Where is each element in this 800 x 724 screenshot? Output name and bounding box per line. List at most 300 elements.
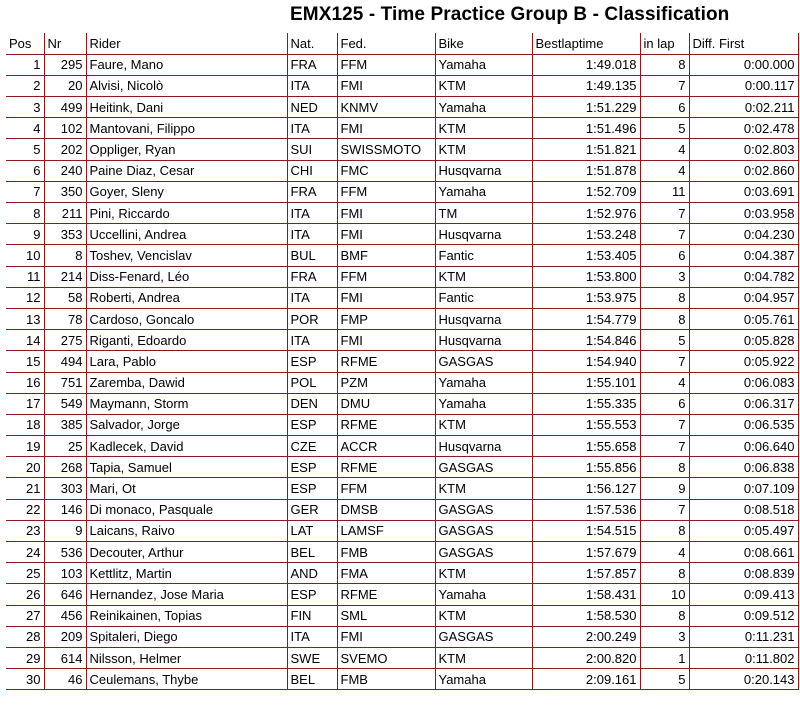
cell-in-lap: 8 xyxy=(640,563,689,584)
cell-bestlaptime: 2:09.161 xyxy=(532,669,640,690)
cell-bestlaptime: 1:51.496 xyxy=(532,118,640,139)
cell-diff-first: 0:04.230 xyxy=(689,224,798,245)
cell-fed: FFM xyxy=(337,181,435,202)
cell-in-lap: 7 xyxy=(640,414,689,435)
cell-bike: Yamaha xyxy=(435,97,532,118)
cell-bike: GASGAS xyxy=(435,457,532,478)
cell-nr: 646 xyxy=(44,584,86,605)
cell-pos: 19 xyxy=(6,436,44,457)
cell-nat: ESP xyxy=(287,457,337,478)
cell-fed: RFME xyxy=(337,457,435,478)
cell-nat: ITA xyxy=(287,224,337,245)
cell-bestlaptime: 1:51.229 xyxy=(532,97,640,118)
cell-nat: BEL xyxy=(287,669,337,690)
cell-nr: 78 xyxy=(44,308,86,329)
table-row xyxy=(6,118,798,139)
table-row xyxy=(6,542,798,563)
cell-in-lap: 1 xyxy=(640,647,689,668)
cell-rider: Mari, Ot xyxy=(86,478,287,499)
cell-nat: SWE xyxy=(287,647,337,668)
table-row xyxy=(6,436,798,457)
cell-pos: 9 xyxy=(6,224,44,245)
cell-rider: Decouter, Arthur xyxy=(86,542,287,563)
cell-rider: Nilsson, Helmer xyxy=(86,647,287,668)
cell-in-lap: 7 xyxy=(640,203,689,224)
column-header-nat: Nat. xyxy=(287,33,337,54)
cell-nat: FIN xyxy=(287,605,337,626)
cell-fed: SML xyxy=(337,605,435,626)
cell-rider: Diss-Fenard, Léo xyxy=(86,266,287,287)
cell-in-lap: 8 xyxy=(640,605,689,626)
column-header-bestlaptime: Bestlaptime xyxy=(532,33,640,54)
cell-fed: FMB xyxy=(337,669,435,690)
table-row xyxy=(6,351,798,372)
cell-bestlaptime: 1:55.658 xyxy=(532,436,640,457)
cell-diff-first: 0:02.478 xyxy=(689,118,798,139)
cell-diff-first: 0:02.860 xyxy=(689,160,798,181)
cell-nr: 536 xyxy=(44,542,86,563)
cell-pos: 15 xyxy=(6,351,44,372)
cell-pos: 24 xyxy=(6,542,44,563)
cell-pos: 3 xyxy=(6,97,44,118)
cell-nat: NED xyxy=(287,97,337,118)
cell-bestlaptime: 1:53.248 xyxy=(532,224,640,245)
cell-in-lap: 5 xyxy=(640,118,689,139)
table-row xyxy=(6,669,798,690)
cell-nat: ESP xyxy=(287,478,337,499)
cell-bestlaptime: 2:00.820 xyxy=(532,647,640,668)
cell-bike: KTM xyxy=(435,478,532,499)
cell-in-lap: 5 xyxy=(640,330,689,351)
cell-diff-first: 0:00.000 xyxy=(689,54,798,75)
cell-bestlaptime: 1:57.536 xyxy=(532,499,640,520)
cell-nat: CHI xyxy=(287,160,337,181)
cell-fed: RFME xyxy=(337,584,435,605)
cell-in-lap: 7 xyxy=(640,75,689,96)
cell-nat: ITA xyxy=(287,118,337,139)
cell-bike: KTM xyxy=(435,266,532,287)
cell-nat: FRA xyxy=(287,181,337,202)
cell-nr: 240 xyxy=(44,160,86,181)
cell-rider: Goyer, Sleny xyxy=(86,181,287,202)
table-row xyxy=(6,520,798,541)
cell-in-lap: 6 xyxy=(640,393,689,414)
cell-diff-first: 0:03.691 xyxy=(689,181,798,202)
cell-bike: Husqvarna xyxy=(435,160,532,181)
cell-rider: Uccellini, Andrea xyxy=(86,224,287,245)
cell-nat: ESP xyxy=(287,351,337,372)
cell-pos: 1 xyxy=(6,54,44,75)
column-header-pos: Pos xyxy=(6,33,44,54)
cell-fed: FMI xyxy=(337,626,435,647)
cell-nr: 549 xyxy=(44,393,86,414)
cell-rider: Roberti, Andrea xyxy=(86,287,287,308)
cell-in-lap: 3 xyxy=(640,626,689,647)
table-header-row xyxy=(6,33,798,54)
cell-bike: TM xyxy=(435,203,532,224)
cell-nat: ITA xyxy=(287,626,337,647)
cell-nr: 350 xyxy=(44,181,86,202)
cell-in-lap: 9 xyxy=(640,478,689,499)
cell-in-lap: 7 xyxy=(640,436,689,457)
table-row xyxy=(6,626,798,647)
cell-nat: ITA xyxy=(287,203,337,224)
cell-bike: GASGAS xyxy=(435,351,532,372)
cell-pos: 6 xyxy=(6,160,44,181)
cell-diff-first: 0:08.661 xyxy=(689,542,798,563)
cell-nat: ITA xyxy=(287,330,337,351)
cell-nr: 353 xyxy=(44,224,86,245)
cell-bike: Husqvarna xyxy=(435,224,532,245)
cell-rider: Heitink, Dani xyxy=(86,97,287,118)
cell-diff-first: 0:11.802 xyxy=(689,647,798,668)
cell-fed: LAMSF xyxy=(337,520,435,541)
cell-fed: SWISSMOTO xyxy=(337,139,435,160)
cell-bike: KTM xyxy=(435,647,532,668)
cell-diff-first: 0:08.839 xyxy=(689,563,798,584)
cell-fed: RFME xyxy=(337,414,435,435)
cell-nat: POL xyxy=(287,372,337,393)
cell-nr: 46 xyxy=(44,669,86,690)
cell-in-lap: 4 xyxy=(640,160,689,181)
cell-fed: DMSB xyxy=(337,499,435,520)
cell-rider: Laicans, Raivo xyxy=(86,520,287,541)
cell-pos: 10 xyxy=(6,245,44,266)
cell-diff-first: 0:09.413 xyxy=(689,584,798,605)
cell-rider: Mantovani, Filippo xyxy=(86,118,287,139)
cell-diff-first: 0:11.231 xyxy=(689,626,798,647)
table-row xyxy=(6,478,798,499)
table-row xyxy=(6,330,798,351)
cell-fed: FMI xyxy=(337,203,435,224)
table-row xyxy=(6,457,798,478)
cell-bike: GASGAS xyxy=(435,499,532,520)
cell-diff-first: 0:02.211 xyxy=(689,97,798,118)
cell-diff-first: 0:06.317 xyxy=(689,393,798,414)
cell-rider: Ceulemans, Thybe xyxy=(86,669,287,690)
cell-bestlaptime: 1:54.940 xyxy=(532,351,640,372)
cell-rider: Kettlitz, Martin xyxy=(86,563,287,584)
cell-fed: FMP xyxy=(337,308,435,329)
cell-bike: Yamaha xyxy=(435,669,532,690)
table-row xyxy=(6,647,798,668)
cell-rider: Lara, Pablo xyxy=(86,351,287,372)
cell-pos: 25 xyxy=(6,563,44,584)
table-row xyxy=(6,287,798,308)
cell-in-lap: 8 xyxy=(640,520,689,541)
cell-fed: FFM xyxy=(337,478,435,499)
table-row xyxy=(6,181,798,202)
cell-bike: KTM xyxy=(435,605,532,626)
table-row xyxy=(6,605,798,626)
cell-pos: 23 xyxy=(6,520,44,541)
cell-pos: 14 xyxy=(6,330,44,351)
cell-bike: Fantic xyxy=(435,287,532,308)
cell-bestlaptime: 1:54.846 xyxy=(532,330,640,351)
cell-nr: 303 xyxy=(44,478,86,499)
cell-in-lap: 7 xyxy=(640,351,689,372)
cell-rider: Riganti, Edoardo xyxy=(86,330,287,351)
cell-pos: 7 xyxy=(6,181,44,202)
cell-nat: FRA xyxy=(287,54,337,75)
table-row xyxy=(6,584,798,605)
cell-in-lap: 8 xyxy=(640,308,689,329)
cell-nr: 614 xyxy=(44,647,86,668)
cell-in-lap: 5 xyxy=(640,669,689,690)
cell-rider: Tapia, Samuel xyxy=(86,457,287,478)
cell-diff-first: 0:07.109 xyxy=(689,478,798,499)
cell-nat: FRA xyxy=(287,266,337,287)
cell-in-lap: 8 xyxy=(640,54,689,75)
cell-bike: Yamaha xyxy=(435,584,532,605)
cell-nr: 385 xyxy=(44,414,86,435)
cell-nr: 9 xyxy=(44,520,86,541)
column-header-nr: Nr xyxy=(44,33,86,54)
cell-in-lap: 3 xyxy=(640,266,689,287)
table-row xyxy=(6,563,798,584)
cell-nr: 20 xyxy=(44,75,86,96)
cell-nr: 209 xyxy=(44,626,86,647)
table-row xyxy=(6,139,798,160)
cell-bestlaptime: 1:57.679 xyxy=(532,542,640,563)
cell-bestlaptime: 2:00.249 xyxy=(532,626,640,647)
cell-nat: ITA xyxy=(287,287,337,308)
cell-pos: 29 xyxy=(6,647,44,668)
cell-fed: RFME xyxy=(337,351,435,372)
cell-bestlaptime: 1:51.821 xyxy=(532,139,640,160)
cell-diff-first: 0:08.518 xyxy=(689,499,798,520)
cell-rider: Di monaco, Pasquale xyxy=(86,499,287,520)
cell-pos: 28 xyxy=(6,626,44,647)
cell-nr: 275 xyxy=(44,330,86,351)
cell-rider: Pini, Riccardo xyxy=(86,203,287,224)
classification-table xyxy=(6,33,799,690)
cell-nr: 456 xyxy=(44,605,86,626)
cell-nr: 295 xyxy=(44,54,86,75)
cell-diff-first: 0:04.387 xyxy=(689,245,798,266)
cell-pos: 20 xyxy=(6,457,44,478)
cell-rider: Oppliger, Ryan xyxy=(86,139,287,160)
table-row xyxy=(6,499,798,520)
cell-in-lap: 4 xyxy=(640,139,689,160)
cell-bestlaptime: 1:55.101 xyxy=(532,372,640,393)
cell-fed: FMI xyxy=(337,118,435,139)
cell-diff-first: 0:06.083 xyxy=(689,372,798,393)
column-header-rider: Rider xyxy=(86,33,287,54)
column-header-in-lap: in lap xyxy=(640,33,689,54)
cell-fed: DMU xyxy=(337,393,435,414)
table-row xyxy=(6,160,798,181)
cell-in-lap: 4 xyxy=(640,372,689,393)
cell-pos: 18 xyxy=(6,414,44,435)
cell-pos: 12 xyxy=(6,287,44,308)
cell-pos: 30 xyxy=(6,669,44,690)
cell-pos: 4 xyxy=(6,118,44,139)
cell-pos: 5 xyxy=(6,139,44,160)
cell-bike: KTM xyxy=(435,75,532,96)
cell-in-lap: 11 xyxy=(640,181,689,202)
cell-bestlaptime: 1:55.335 xyxy=(532,393,640,414)
cell-in-lap: 8 xyxy=(640,457,689,478)
cell-nat: ITA xyxy=(287,75,337,96)
table-row xyxy=(6,224,798,245)
cell-diff-first: 0:20.143 xyxy=(689,669,798,690)
cell-in-lap: 6 xyxy=(640,97,689,118)
title-bar xyxy=(0,4,800,32)
column-header-bike: Bike xyxy=(435,33,532,54)
table-row xyxy=(6,393,798,414)
cell-nat: ESP xyxy=(287,414,337,435)
cell-nr: 214 xyxy=(44,266,86,287)
cell-diff-first: 0:09.512 xyxy=(689,605,798,626)
cell-rider: Spitaleri, Diego xyxy=(86,626,287,647)
cell-nat: AND xyxy=(287,563,337,584)
cell-fed: ACCR xyxy=(337,436,435,457)
cell-pos: 17 xyxy=(6,393,44,414)
cell-bestlaptime: 1:54.779 xyxy=(532,308,640,329)
cell-rider: Paine Diaz, Cesar xyxy=(86,160,287,181)
cell-bike: KTM xyxy=(435,118,532,139)
cell-nr: 494 xyxy=(44,351,86,372)
table-row xyxy=(6,75,798,96)
cell-bestlaptime: 1:56.127 xyxy=(532,478,640,499)
cell-nat: SUI xyxy=(287,139,337,160)
cell-bike: GASGAS xyxy=(435,542,532,563)
cell-bestlaptime: 1:55.553 xyxy=(532,414,640,435)
cell-nr: 202 xyxy=(44,139,86,160)
cell-bike: Yamaha xyxy=(435,54,532,75)
cell-diff-first: 0:06.535 xyxy=(689,414,798,435)
cell-diff-first: 0:05.497 xyxy=(689,520,798,541)
table-row xyxy=(6,97,798,118)
cell-bike: Husqvarna xyxy=(435,436,532,457)
cell-bike: Husqvarna xyxy=(435,308,532,329)
cell-rider: Cardoso, Goncalo xyxy=(86,308,287,329)
table-row xyxy=(6,372,798,393)
table-row xyxy=(6,414,798,435)
cell-bestlaptime: 1:49.135 xyxy=(532,75,640,96)
table-row xyxy=(6,54,798,75)
cell-pos: 16 xyxy=(6,372,44,393)
cell-fed: FMB xyxy=(337,542,435,563)
table-row xyxy=(6,245,798,266)
cell-in-lap: 10 xyxy=(640,584,689,605)
cell-nr: 751 xyxy=(44,372,86,393)
cell-nat: LAT xyxy=(287,520,337,541)
cell-fed: FFM xyxy=(337,54,435,75)
cell-nr: 268 xyxy=(44,457,86,478)
cell-rider: Zaremba, Dawid xyxy=(86,372,287,393)
cell-nat: BEL xyxy=(287,542,337,563)
cell-bike: Yamaha xyxy=(435,372,532,393)
cell-bike: GASGAS xyxy=(435,520,532,541)
cell-fed: FMA xyxy=(337,563,435,584)
cell-diff-first: 0:05.828 xyxy=(689,330,798,351)
cell-pos: 22 xyxy=(6,499,44,520)
cell-in-lap: 7 xyxy=(640,499,689,520)
cell-rider: Alvisi, Nicolò xyxy=(86,75,287,96)
cell-nr: 211 xyxy=(44,203,86,224)
cell-nat: POR xyxy=(287,308,337,329)
cell-diff-first: 0:03.958 xyxy=(689,203,798,224)
cell-nat: BUL xyxy=(287,245,337,266)
cell-fed: FMI xyxy=(337,287,435,308)
cell-fed: FMI xyxy=(337,330,435,351)
cell-bestlaptime: 1:53.975 xyxy=(532,287,640,308)
cell-bestlaptime: 1:53.405 xyxy=(532,245,640,266)
cell-rider: Reinikainen, Topias xyxy=(86,605,287,626)
cell-in-lap: 7 xyxy=(640,224,689,245)
cell-nr: 102 xyxy=(44,118,86,139)
cell-bike: KTM xyxy=(435,139,532,160)
cell-nr: 146 xyxy=(44,499,86,520)
table-row xyxy=(6,266,798,287)
cell-bike: GASGAS xyxy=(435,626,532,647)
cell-in-lap: 4 xyxy=(640,542,689,563)
cell-fed: FMI xyxy=(337,224,435,245)
cell-fed: PZM xyxy=(337,372,435,393)
cell-pos: 21 xyxy=(6,478,44,499)
cell-bike: KTM xyxy=(435,414,532,435)
cell-diff-first: 0:04.957 xyxy=(689,287,798,308)
table-body xyxy=(6,54,798,690)
cell-in-lap: 8 xyxy=(640,287,689,308)
page-title: EMX125 - Time Practice Group B - Classification xyxy=(290,4,730,25)
cell-nr: 499 xyxy=(44,97,86,118)
cell-bestlaptime: 1:53.800 xyxy=(532,266,640,287)
cell-diff-first: 0:02.803 xyxy=(689,139,798,160)
cell-rider: Kadlecek, David xyxy=(86,436,287,457)
cell-rider: Maymann, Storm xyxy=(86,393,287,414)
cell-bestlaptime: 1:49.018 xyxy=(532,54,640,75)
cell-nat: GER xyxy=(287,499,337,520)
cell-pos: 11 xyxy=(6,266,44,287)
table-row xyxy=(6,203,798,224)
cell-bestlaptime: 1:57.857 xyxy=(532,563,640,584)
cell-pos: 13 xyxy=(6,308,44,329)
cell-bike: Husqvarna xyxy=(435,330,532,351)
cell-bestlaptime: 1:58.431 xyxy=(532,584,640,605)
cell-fed: KNMV xyxy=(337,97,435,118)
cell-in-lap: 6 xyxy=(640,245,689,266)
cell-pos: 27 xyxy=(6,605,44,626)
cell-diff-first: 0:00.117 xyxy=(689,75,798,96)
cell-diff-first: 0:04.782 xyxy=(689,266,798,287)
cell-fed: FMI xyxy=(337,75,435,96)
cell-bike: KTM xyxy=(435,563,532,584)
table-row xyxy=(6,308,798,329)
cell-diff-first: 0:05.761 xyxy=(689,308,798,329)
cell-diff-first: 0:06.838 xyxy=(689,457,798,478)
cell-pos: 2 xyxy=(6,75,44,96)
cell-bestlaptime: 1:52.709 xyxy=(532,181,640,202)
cell-nat: DEN xyxy=(287,393,337,414)
cell-pos: 8 xyxy=(6,203,44,224)
cell-fed: SVEMO xyxy=(337,647,435,668)
cell-bestlaptime: 1:55.856 xyxy=(532,457,640,478)
cell-diff-first: 0:05.922 xyxy=(689,351,798,372)
cell-pos: 26 xyxy=(6,584,44,605)
cell-rider: Salvador, Jorge xyxy=(86,414,287,435)
column-header-fed: Fed. xyxy=(337,33,435,54)
cell-nr: 25 xyxy=(44,436,86,457)
cell-rider: Toshev, Vencislav xyxy=(86,245,287,266)
cell-rider: Faure, Mano xyxy=(86,54,287,75)
cell-bike: Yamaha xyxy=(435,393,532,414)
cell-nr: 8 xyxy=(44,245,86,266)
cell-nat: ESP xyxy=(287,584,337,605)
cell-nr: 58 xyxy=(44,287,86,308)
